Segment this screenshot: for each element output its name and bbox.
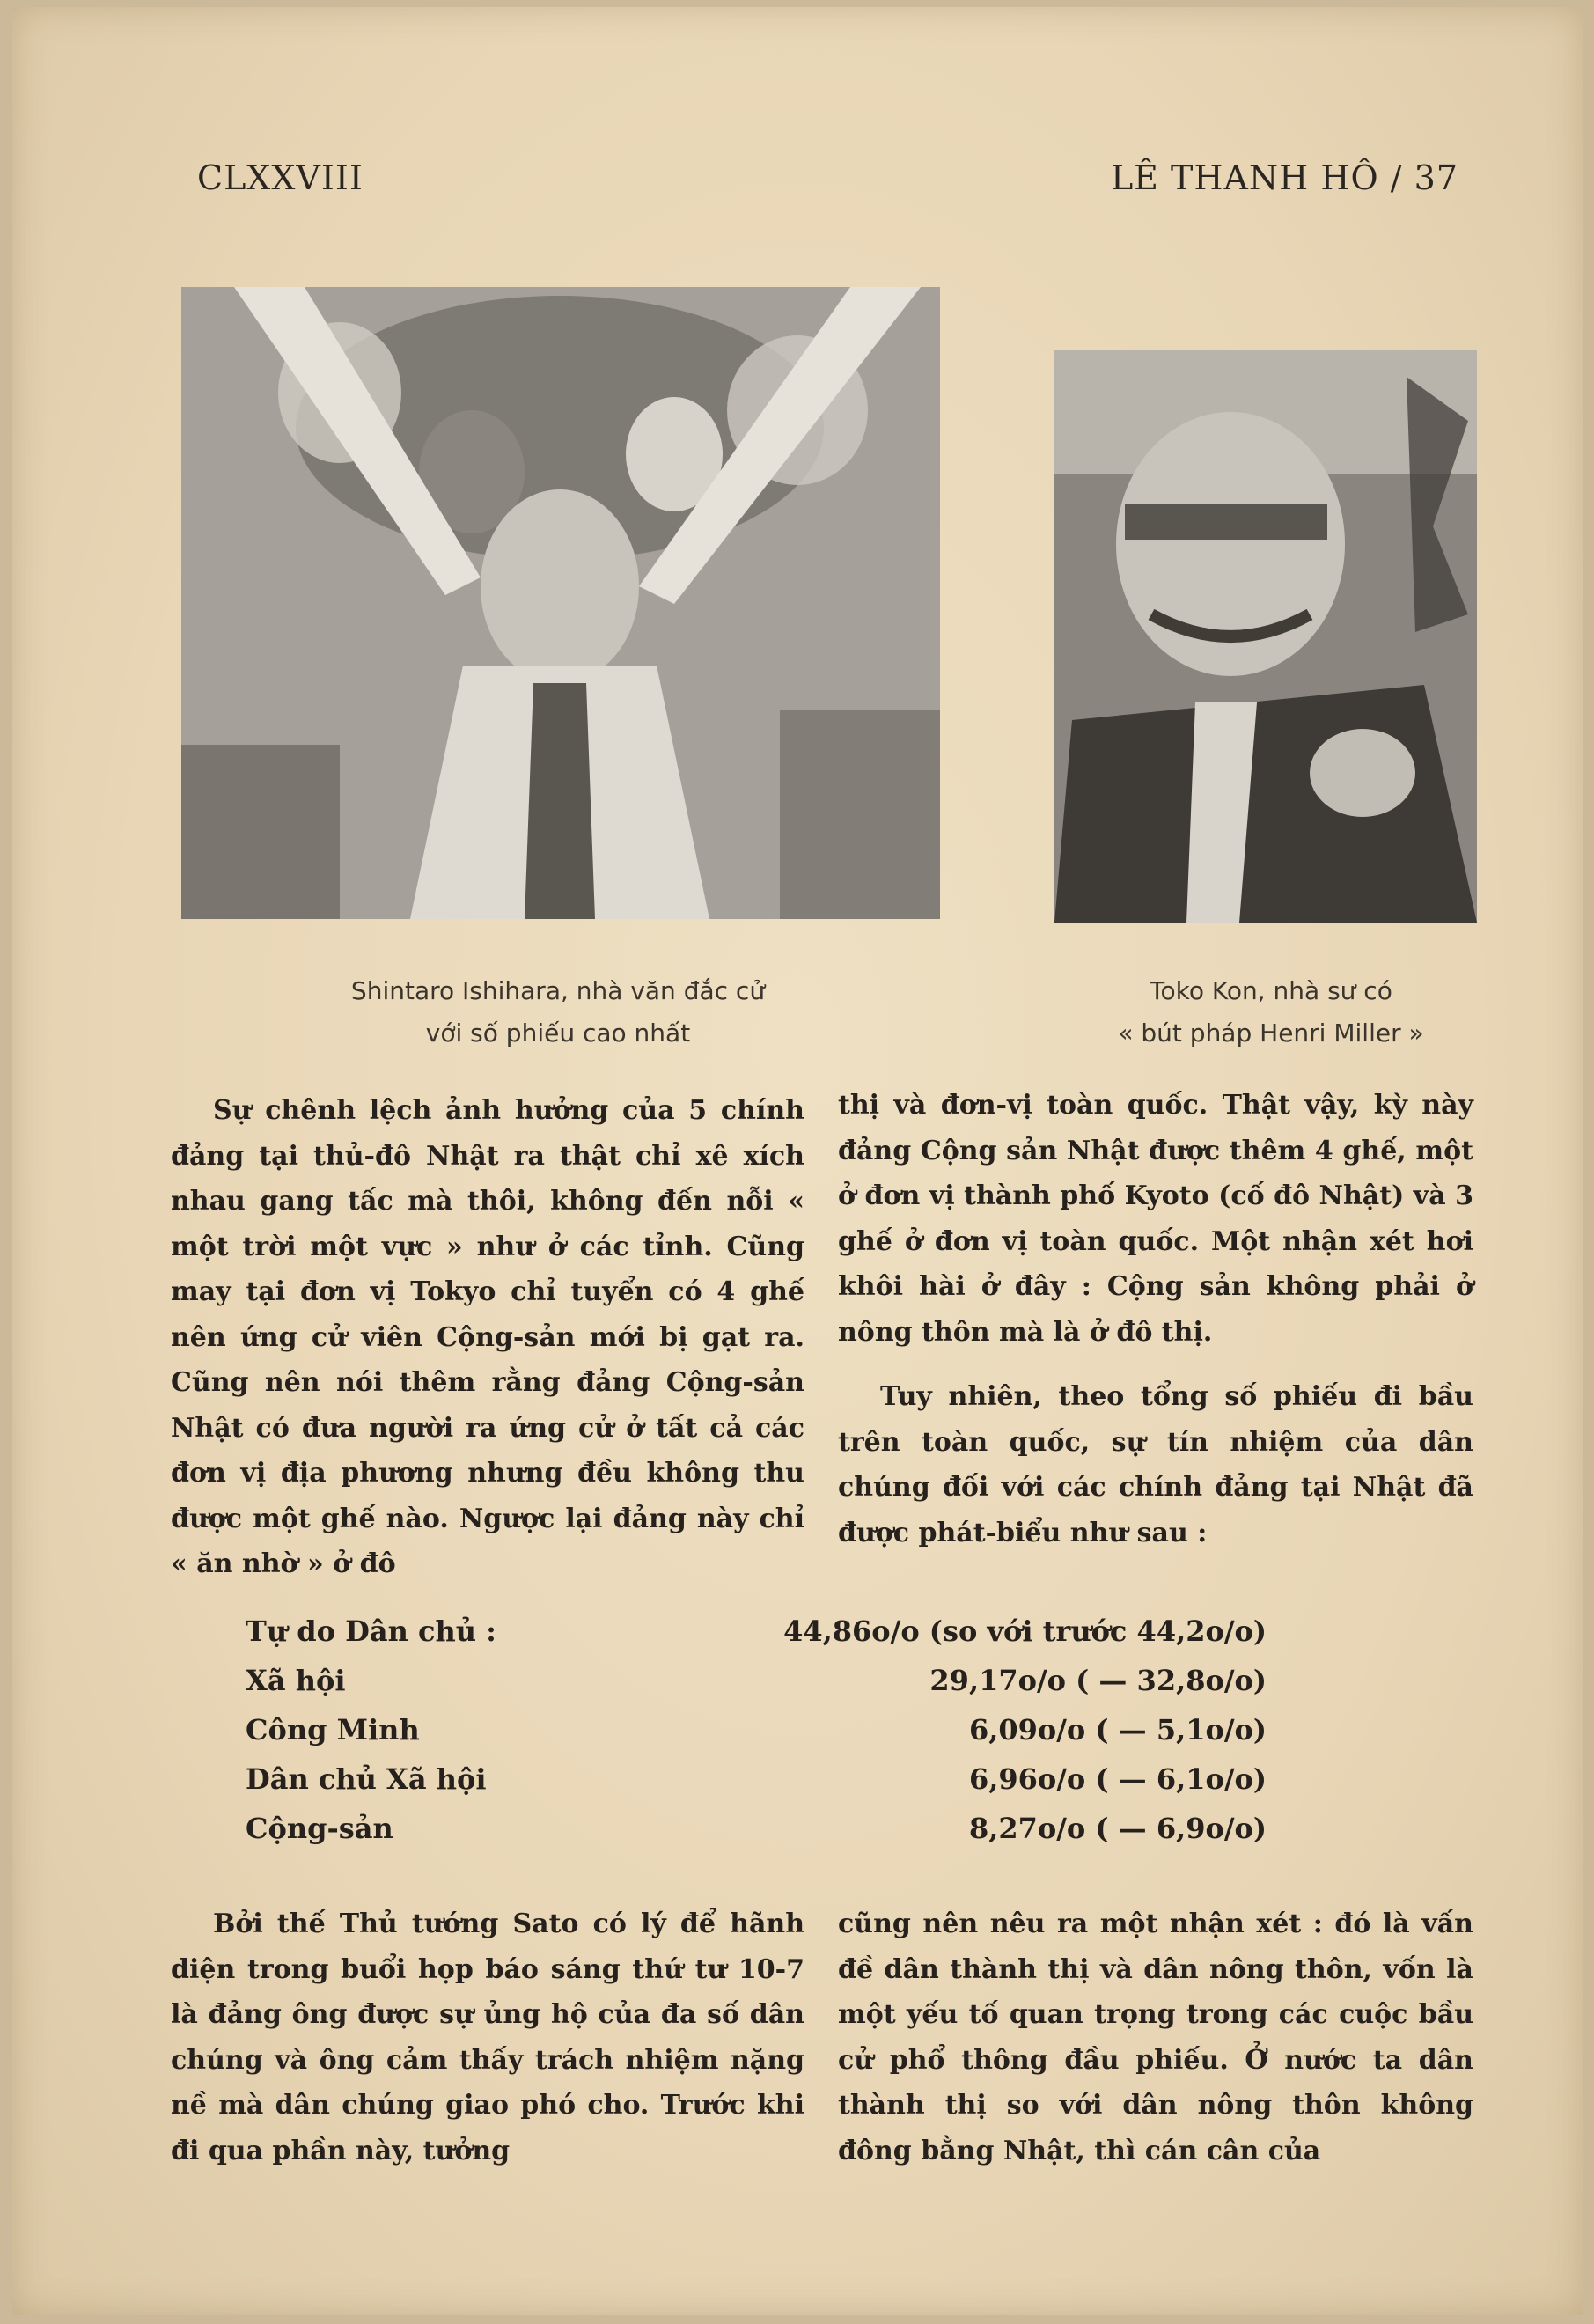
photo-shintaro-ishihara: [181, 287, 940, 919]
photo-toko-kon: [1054, 350, 1477, 923]
party-name: Xã hội: [246, 1664, 346, 1697]
vote-share: 6,09o/o ( — 5,1o/o): [968, 1713, 1267, 1747]
page-section-number: CLXXVIII: [197, 158, 364, 197]
body-paragraph: thị và đơn-vị toàn quốc. Thật vậy, kỳ này đảng Cộng sản Nhật được thêm 4 ghế, một ở đơn vị thành phố Kyoto (cố đô Nhật) và 3 ghế ở đơn vị toàn quốc. Một nhận xét hơi khôi hài ở đây : Cộng sản không phải ở nông thôn mà là ở đô thị.: [838, 1090, 1473, 1348]
body-paragraph: cũng nên nêu ra một nhận xét : đó là vấn đề dân thành thị và dân nông thôn, vốn là một yếu tố quan trọng trong các cuộc bầu cử phổ thông đầu phiếu. Ở nước ta dân thành thị so với dân nông thôn không đông bằng Nhật, thì cán cân của: [838, 1908, 1473, 2166]
party-name: Tự do Dân chủ :: [246, 1614, 496, 1648]
caption-right-line2: « bút pháp Henri Miller »: [1118, 1019, 1424, 1048]
vote-share: 8,27o/o ( — 6,9o/o): [968, 1812, 1267, 1845]
table-row: [246, 1812, 1267, 1861]
vote-share: 44,86o/o (so với trước 44,2o/o): [783, 1614, 1267, 1648]
running-header-author-page: LÊ THANH HÔ / 37: [1110, 158, 1458, 197]
body-paragraph: Sự chênh lệch ảnh hưởng của 5 chính đảng tại thủ-đô Nhật ra thật chỉ xê xích nhau gang tấc mà thôi, không đến nỗi « một trời một vực » như ở các tỉnh. Cũng may tại đơn vị Tokyo chỉ tuyển có 4 ghế nên ứng cử viên Cộng-sản mới bị gạt ra. Cũng nên nói thêm rằng đảng Cộng-sản Nhật có đưa người ra ứng cử ở tất cả các đơn vị địa phương nhưng đều không thu được một ghế nào. Ngược lại đảng này chỉ « ăn nhờ » ở đô: [171, 1095, 804, 1579]
table-row: [246, 1664, 1267, 1713]
table-row: [246, 1762, 1267, 1812]
body-column-4: [838, 1901, 1473, 2173]
body-paragraph: Bởi thế Thủ tướng Sato có lý để hãnh diện trong buổi họp báo sáng thứ tư 10-7 là đảng ông được sự ủng hộ của đa số dân chúng và ông cảm thấy trách nhiệm nặng nề mà dân chúng giao phó cho. Trước khi đi qua phần này, tưởng: [171, 1908, 804, 2166]
table-row: [246, 1614, 1267, 1664]
vote-share: 6,96o/o ( — 6,1o/o): [968, 1762, 1267, 1796]
body-column-1: [171, 1088, 804, 1587]
caption-left-line2: với số phiếu cao nhất: [425, 1019, 691, 1048]
caption-right-line1: Toko Kon, nhà sư có: [1150, 976, 1392, 1005]
photo-caption-left: [294, 970, 822, 1055]
caption-left-line1: Shintaro Ishihara, nhà văn đắc cử: [350, 976, 766, 1005]
body-column-2: [838, 1083, 1473, 1555]
table-row: [246, 1713, 1267, 1762]
party-name: Cộng-sản: [246, 1812, 393, 1845]
photo-caption-right: [1033, 970, 1509, 1055]
vote-share-table: [246, 1614, 1267, 1861]
party-name: Dân chủ Xã hội: [246, 1762, 487, 1796]
body-column-3: [171, 1901, 804, 2173]
magazine-page: [12, 7, 1583, 2315]
vote-share: 29,17o/o ( — 32,8o/o): [929, 1664, 1267, 1697]
party-name: Công Minh: [246, 1713, 420, 1747]
body-paragraph: Tuy nhiên, theo tổng số phiếu đi bầu trên toàn quốc, sự tín nhiệm của dân chúng đối với các chính đảng tại Nhật đã được phát-biểu như sau :: [838, 1381, 1473, 1548]
